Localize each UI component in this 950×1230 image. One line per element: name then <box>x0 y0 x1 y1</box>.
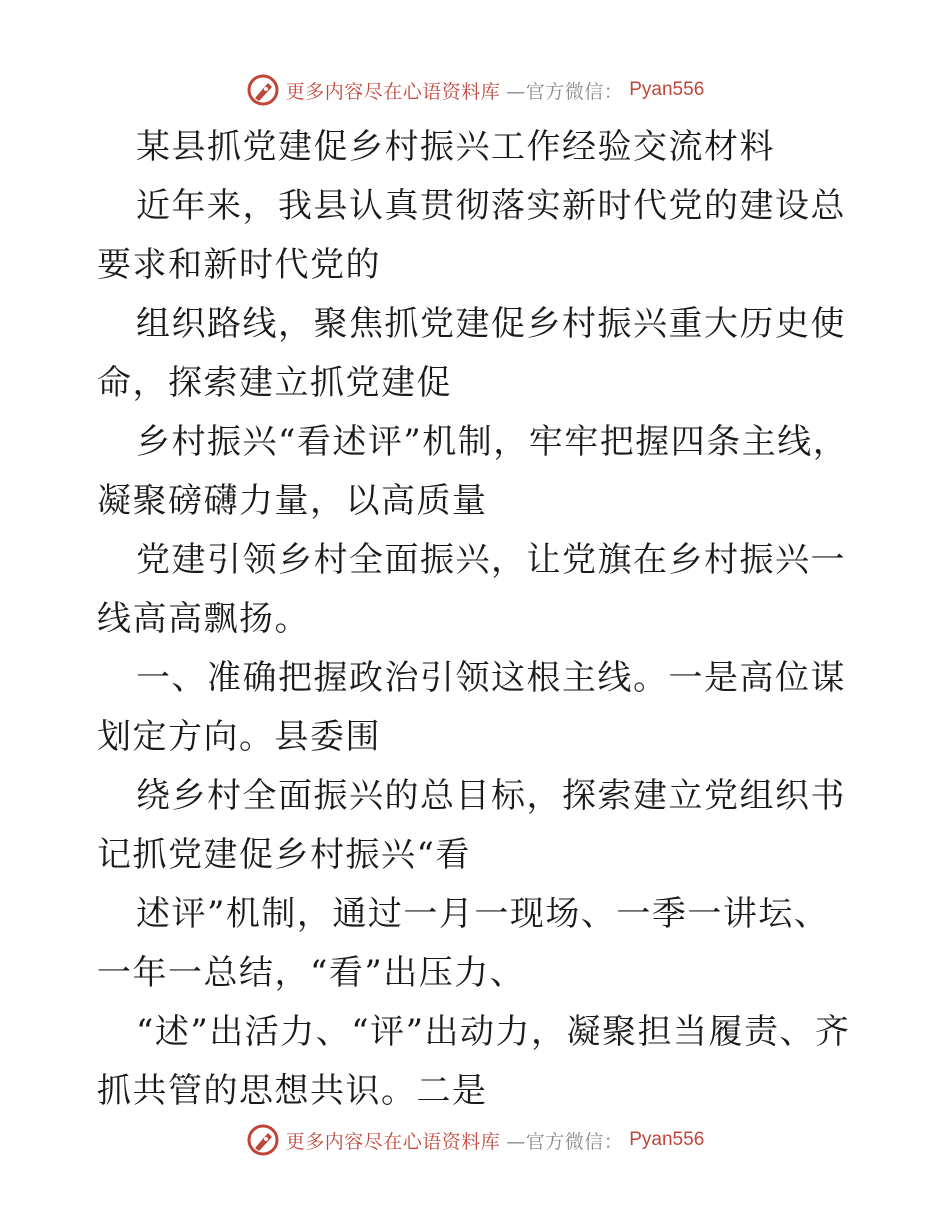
watermark-site-text: 更多内容尽在心语资料库 <box>285 1130 501 1153</box>
document-paragraph: 组织路线，聚焦抓党建促乡村振兴重大历史使命，探索建立抓党建促 <box>97 304 846 403</box>
watermark-separator-text: —官方微信： <box>506 1130 624 1153</box>
watermark-header <box>0 70 950 110</box>
watermark-wechat-id: Pyan556 <box>629 79 705 100</box>
document-paragraph: 一、准确把握政治引领这根主线。一是高位谋划定方向。县委围 <box>97 658 846 757</box>
watermark-separator-text: —官方微信： <box>506 80 624 103</box>
watermark-wechat-id: Pyan556 <box>629 1129 705 1150</box>
document-paragraph: 党建引领乡村全面振兴，让党旗在乡村振兴一线高高飘扬。 <box>97 540 846 639</box>
pen-nib-logo-icon <box>246 1123 280 1157</box>
watermark-footer <box>0 1120 950 1160</box>
document-title: 某县抓党建促乡村振兴工作经验交流材料 <box>136 127 775 167</box>
pen-nib-logo-icon <box>246 73 280 107</box>
document-paragraph: 乡村振兴“看述评”机制，牢牢把握四条主线，凝聚磅礴力量，以高质量 <box>97 422 849 521</box>
document-paragraph: 近年来，我县认真贯彻落实新时代党的建设总要求和新时代党的 <box>97 186 846 285</box>
document-paragraph: 绕乡村全面振兴的总目标，探索建立党组织书记抓党建促乡村振兴“看 <box>97 776 846 875</box>
watermark-site-text: 更多内容尽在心语资料库 <box>285 80 501 103</box>
document-body <box>97 118 857 1121</box>
document-paragraph: “述”出活力、“评”出动力，凝聚担当履责、齐抓共管的思想共识。二是 <box>97 1012 851 1111</box>
document-paragraph: 述评”机制，通过一月一现场、一季一讲坛、一年一总结，“看”出压力、 <box>97 894 830 993</box>
